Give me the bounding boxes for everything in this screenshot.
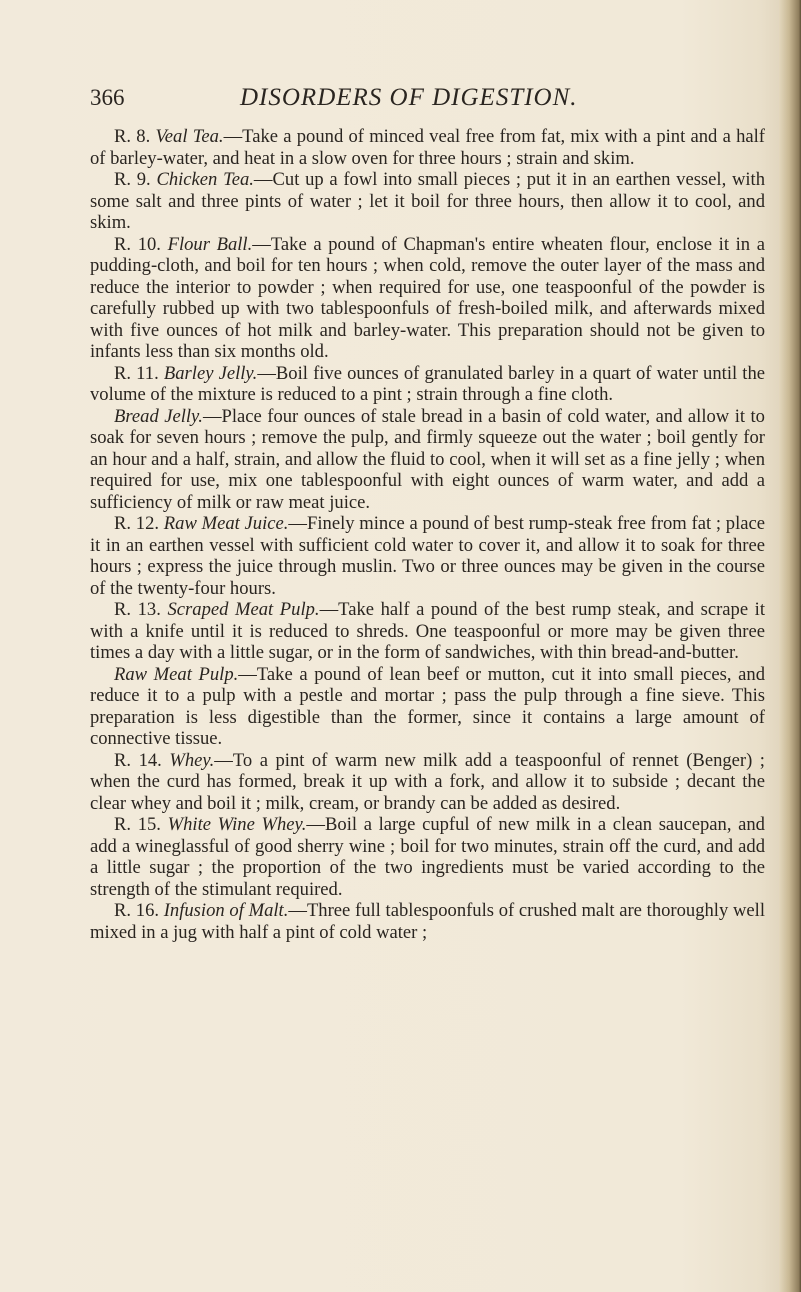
- recipe-paragraph: [90, 234, 765, 363]
- recipe-ref: R. 8.: [114, 126, 151, 147]
- page-header: [90, 82, 770, 118]
- recipe-paragraph: [90, 126, 765, 169]
- recipe-body: —Take a pound of lean beef or mutton, cut it into small pieces, and reduce it to a pulp with a pestle and mortar ; pass the pulp through a fine sieve. This preparation is less digestible than the former, since it contains a large amount of connective tissue.: [90, 663, 765, 749]
- recipe-paragraph: [90, 900, 765, 943]
- page-number: 366: [90, 85, 125, 110]
- recipe-title: Veal Tea.: [155, 126, 224, 147]
- recipe-ref: R. 14.: [114, 749, 162, 771]
- recipe-body: —Place four ounces of stale bread in a basin of cold water, and allow it to soak for seven hours ; remove the pulp, and firmly squeeze out the water ; boil gently for an hour and a half, strain, and allow the fluid to cool, when it will set as a fine jelly ; when required for use, mix one tablespoonful with eight ounces of warm water, and add a sufficiency of milk or raw meat juice.: [90, 405, 765, 513]
- recipe-body: —Three full tablespoonfuls of crushed malt are thoroughly well mixed in a jug with half a pint of cold water ;: [90, 900, 765, 943]
- recipe-paragraph: [90, 664, 765, 750]
- recipe-title: Whey.: [169, 749, 215, 771]
- running-head: DISORDERS OF DIGESTION.: [240, 84, 578, 111]
- recipe-title: Infusion of Malt.: [163, 900, 289, 921]
- recipe-body: —Take half a pound of the best rump steak, and scrape it with a knife until it is reduced to shreds. One teaspoonful or more may be given three times a day with a little sugar, or in the form of sandwiches, with thin bread-and-butter.: [90, 599, 766, 663]
- recipe-body: —Boil five ounces of granulated barley in a quart of water until the volume of the mixture is reduced to a pint ; strain through a fine cloth.: [90, 362, 765, 405]
- recipe-ref: R. 12.: [114, 513, 160, 534]
- recipe-title: Bread Jelly.: [114, 405, 203, 427]
- page-edge-shadow: [779, 0, 801, 1292]
- recipe-ref: R. 11.: [114, 362, 159, 384]
- recipe-title: Scraped Meat Pulp.: [167, 599, 320, 620]
- recipe-paragraph: [90, 599, 765, 664]
- recipe-ref: R. 16.: [114, 900, 160, 921]
- recipe-paragraph: [90, 750, 765, 815]
- recipe-title: White Wine Whey.: [167, 814, 307, 835]
- body-text: [90, 126, 765, 943]
- recipe-ref: R. 13.: [114, 599, 161, 620]
- recipe-ref: R. 9.: [114, 169, 151, 190]
- recipe-body: —Cut up a fowl into small pieces ; put it in an earthen vessel, with some salt and three pints of water ; let it boil for three hours, then allow it to cool, and skim.: [90, 169, 765, 233]
- recipe-body: —Take a pound of minced veal free from fat, mix with a pint and a half of barley-water, and heat in a slow oven for three hours ; strain and skim.: [90, 126, 765, 169]
- recipe-title: Flour Ball.: [167, 233, 253, 255]
- recipe-paragraph: [90, 169, 765, 234]
- recipe-title: Chicken Tea.: [156, 169, 254, 190]
- recipe-body: —Finely mince a pound of best rump-steak free from fat ; place it in an earthen vessel with sufficient cold water to cover it, and allow it to soak for three hours ; express the juice through muslin. Two or three ounces may be given in the course of the twenty-four hours.: [90, 513, 765, 599]
- recipe-title: Raw Meat Juice.: [163, 513, 289, 534]
- recipe-body: —Take a pound of Chapman's entire wheaten flour, enclose it in a pudding-cloth, and boil for ten hours ; when cold, remove the outer layer of the mass and reduce the interior to powder ; when required for use, one teaspoonful of the powder is carefully rubbed up with two tablespoonfuls of fresh-boiled milk, and afterwards mixed with five ounces of hot milk and barley-water. This preparation should not be given to infants less than six months old.: [90, 233, 765, 362]
- recipe-paragraph: [90, 363, 765, 406]
- recipe-title: Raw Meat Pulp.: [114, 663, 239, 685]
- recipe-ref: R. 15.: [114, 814, 161, 835]
- recipe-paragraph: [90, 814, 765, 900]
- recipe-title: Barley Jelly.: [163, 362, 258, 384]
- recipe-paragraph: [90, 406, 765, 514]
- recipe-body: —To a pint of warm new milk add a teaspoonful of rennet (Benger) ; when the curd has formed, break it up with a fork, and allow it to subside ; decant the clear whey and boil it ; milk, cream, or brandy can be added as desired.: [90, 749, 765, 814]
- recipe-body: —Boil a large cupful of new milk in a clean saucepan, and add a wineglassful of good sherry wine ; boil for two minutes, strain off the curd, and add a little sugar ; the proportion of the two ingredients must be varied according to the strength of the stimulant required.: [90, 814, 765, 900]
- recipe-ref: R. 10.: [114, 233, 161, 255]
- recipe-paragraph: [90, 513, 765, 599]
